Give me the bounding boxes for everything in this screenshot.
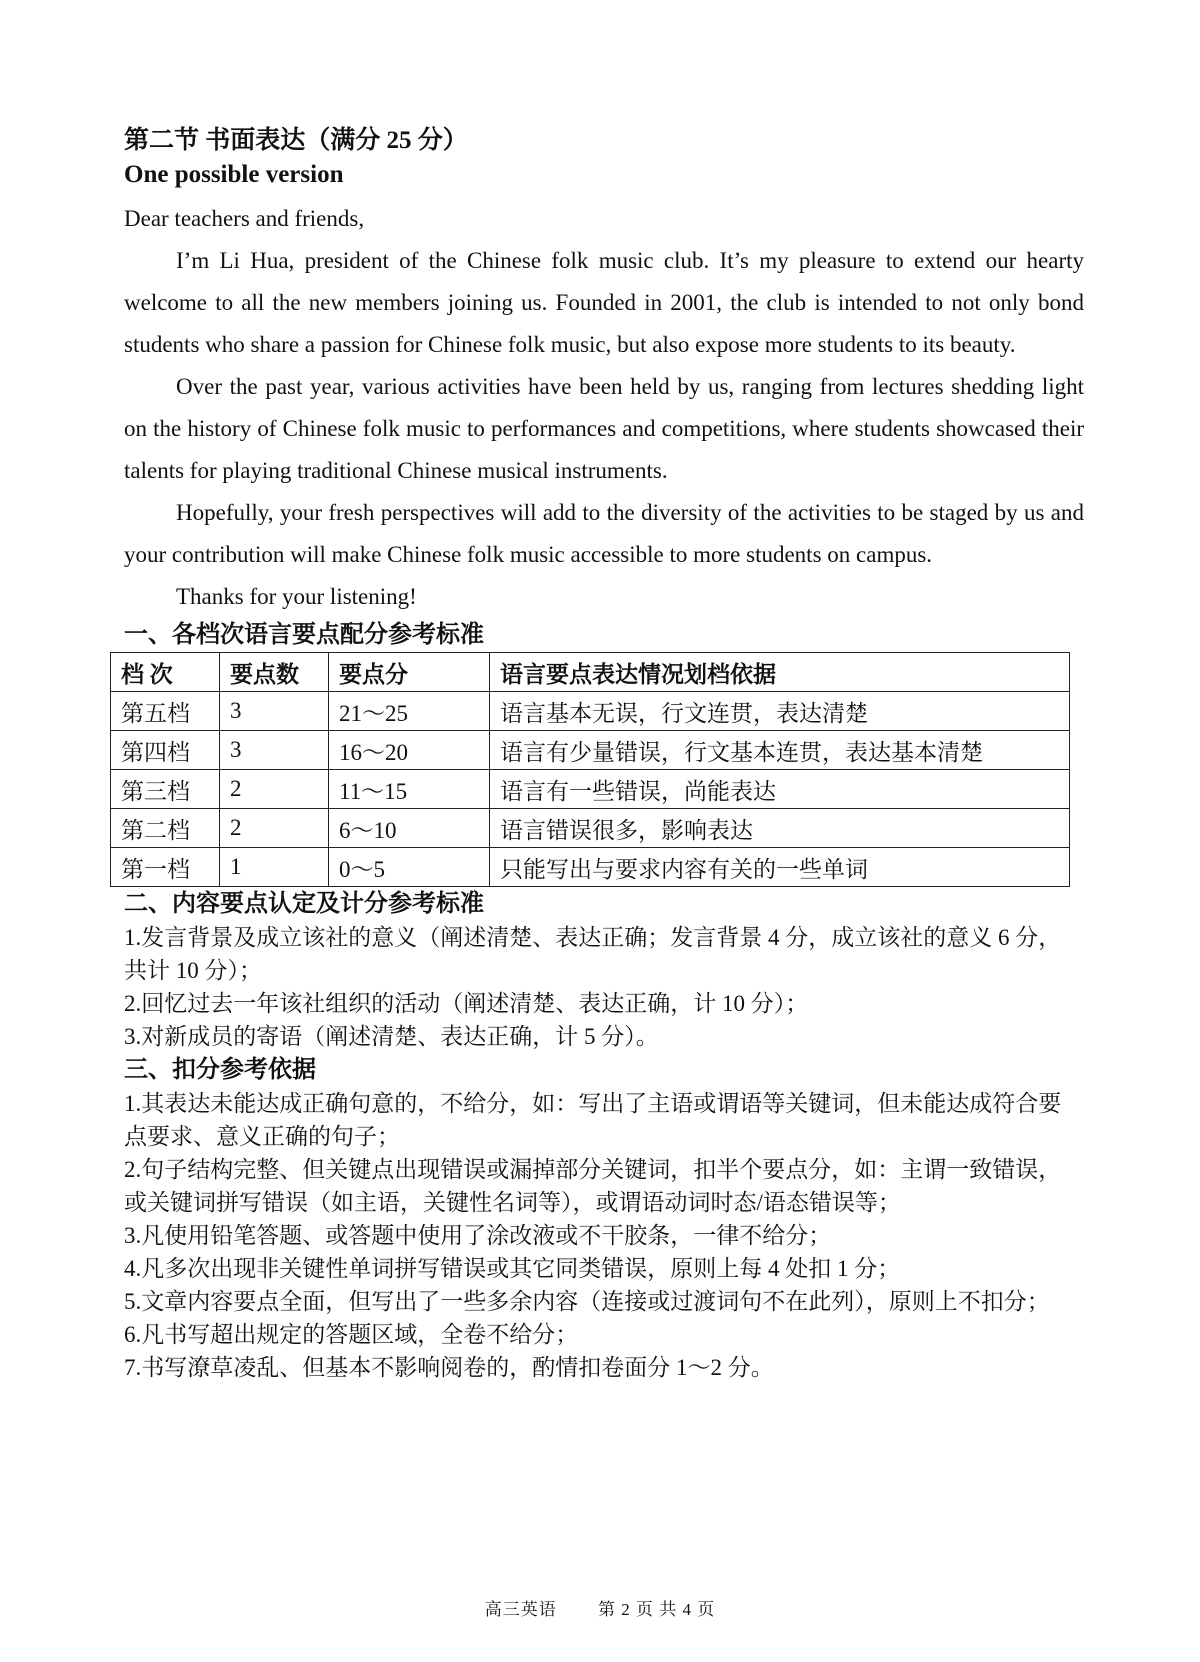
- cell-grade: 第二档: [111, 809, 220, 848]
- header-criteria: 语言要点表达情况划档依据: [490, 653, 1070, 692]
- list-item: 3.对新成员的寄语（阐述清楚、表达正确，计 5 分）。: [124, 1024, 659, 1049]
- list-item: 2.句子结构完整、但关键点出现错误或漏掉部分关键词，扣半个要点分，如：主谓一致错误，或关键词拼写错误（如主语，关键性名词等），或谓语动词时态/语态错误等；: [124, 1157, 1062, 1215]
- list-item: 4.凡多次出现非关键性单词拼写错误或其它同类错误，原则上每 4 处扣 1 分；: [124, 1256, 901, 1281]
- part1-heading: 一、各档次语言要点配分参考标准: [124, 622, 484, 648]
- list-item: 3.凡使用铅笔答题、或答题中使用了涂改液或不干胶条，一律不给分；: [124, 1223, 832, 1248]
- cell-criteria: 语言错误很多，影响表达: [490, 809, 1070, 848]
- cell-criteria: 只能写出与要求内容有关的一些单词: [490, 848, 1070, 887]
- letter-closing: Thanks for your listening!: [176, 584, 417, 609]
- content-criteria-list: [124, 921, 1084, 1053]
- cell-grade: 第四档: [111, 731, 220, 770]
- table-row: [111, 770, 1070, 809]
- cell-grade: 第五档: [111, 692, 220, 731]
- cell-points-score: 16～20: [329, 731, 490, 770]
- cell-criteria: 语言有少量错误，行文基本连贯，表达基本清楚: [490, 731, 1070, 770]
- table-row: [111, 809, 1070, 848]
- cell-points-count: 3: [220, 731, 329, 770]
- header-points-score: 要点分: [329, 653, 490, 692]
- cell-points-score: 11～15: [329, 770, 490, 809]
- list-item: 5.文章内容要点全面，但写出了一些多余内容（连接或过渡词句不在此列），原则上不扣分；: [124, 1289, 1050, 1314]
- grading-table: [110, 652, 1070, 887]
- cell-points-count: 2: [220, 809, 329, 848]
- cell-points-score: 21～25: [329, 692, 490, 731]
- list-item: 2.回忆过去一年该社组织的活动（阐述清楚、表达正确，计 10 分）；: [124, 991, 809, 1016]
- letter-paragraph-2: Over the past year, various activities have been held by us, ranging from lectures shedding light on the history of Chinese folk music to performances and competitions, where students showcased their talents for playing traditional Chinese musical instruments.: [124, 374, 1084, 483]
- page-content: [121, 124, 1084, 1384]
- cell-criteria: 语言有一些错误，尚能表达: [490, 770, 1070, 809]
- table-header-row: [111, 653, 1070, 692]
- header-points-count: 要点数: [220, 653, 329, 692]
- header-grade: 档 次: [111, 653, 220, 692]
- table-row: [111, 848, 1070, 887]
- footer-page-info: 第 2 页 共 4 页: [598, 1600, 716, 1619]
- part3-heading: 三、扣分参考依据: [124, 1057, 316, 1083]
- cell-grade: 第三档: [111, 770, 220, 809]
- cell-criteria: 语言基本无误，行文连贯，表达清楚: [490, 692, 1070, 731]
- page-footer: [0, 1595, 1200, 1620]
- list-item: 1.其表达未能达成正确句意的，不给分，如：写出了主语或谓语等关键词，但未能达成符合要点要求、意义正确的句子；: [124, 1091, 1062, 1149]
- cell-points-count: 1: [220, 848, 329, 887]
- cell-grade: 第一档: [111, 848, 220, 887]
- letter-salutation: Dear teachers and friends,: [124, 206, 365, 231]
- list-item: 6.凡书写超出规定的答题区域，全卷不给分；: [124, 1322, 579, 1347]
- cell-points-score: 6～10: [329, 809, 490, 848]
- list-item: 1.发言背景及成立该社的意义（阐述清楚、表达正确；发言背景 4 分，成立该社的意义 6 分，共计 10 分）；: [124, 925, 1062, 983]
- part2-heading: 二、内容要点认定及计分参考标准: [124, 891, 484, 917]
- list-item: 7.书写潦草凌乱、但基本不影响阅卷的，酌情扣卷面分 1～2 分。: [124, 1355, 774, 1380]
- section-title: 第二节 书面表达（满分 25 分）: [124, 127, 468, 154]
- letter-paragraph-1: I’m Li Hua, president of the Chinese folk music club. It’s my pleasure to extend our hearty welcome to all the new members joining us. Founded in 2001, the club is intended to not only bond students who share a passion for Chinese folk music, but also expose more students to its beauty.: [124, 248, 1084, 357]
- cell-points-score: 0～5: [329, 848, 490, 887]
- sample-letter: [124, 198, 1084, 618]
- version-title: One possible version: [124, 161, 344, 188]
- table-row: [111, 731, 1070, 770]
- cell-points-count: 3: [220, 692, 329, 731]
- deduction-rules-list: [124, 1087, 1084, 1384]
- footer-subject: 高三英语: [484, 1600, 557, 1619]
- cell-points-count: 2: [220, 770, 329, 809]
- table-row: [111, 692, 1070, 731]
- letter-paragraph-3: Hopefully, your fresh perspectives will add to the diversity of the activities to be staged by us and your contribution will make Chinese folk music accessible to more students on campus.: [124, 500, 1084, 567]
